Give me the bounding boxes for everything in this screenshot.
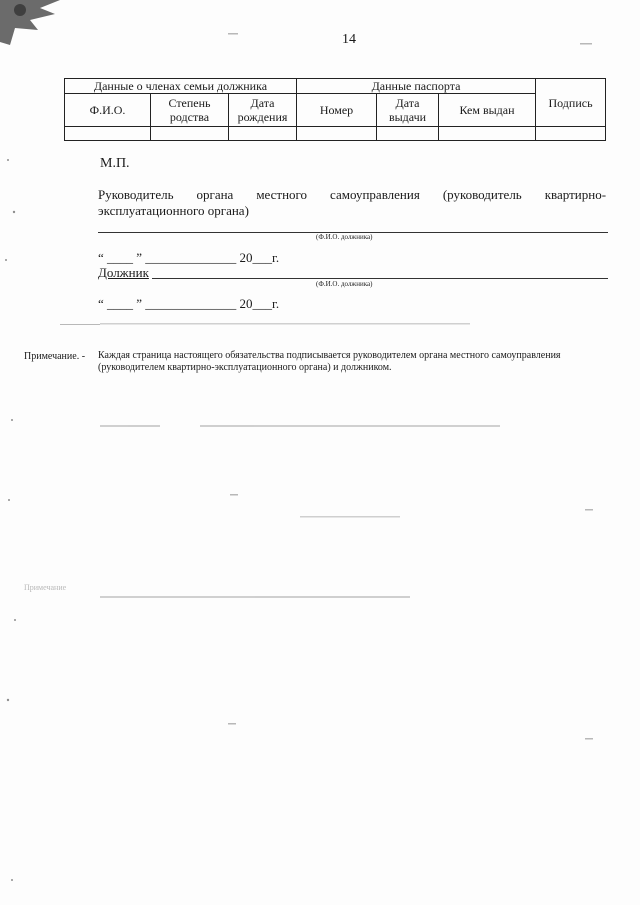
column-header-birth-date: Дата рождения — [229, 94, 297, 127]
table-cell — [536, 127, 606, 141]
page-number: 14 — [342, 32, 356, 47]
group-header-family: Данные о членах семьи должника — [65, 79, 297, 94]
debtor-date-line: “ ____ ” ______________ 20___г. — [98, 296, 280, 311]
note-label: Примечание. - — [24, 351, 86, 362]
column-header-issue-date: Дата выдачи — [377, 94, 439, 127]
debtor-signature-line — [152, 278, 608, 279]
column-header-relation: Степень родства — [151, 94, 229, 127]
column-header-issued-by: Кем выдан — [439, 94, 536, 127]
column-header-number: Номер — [297, 94, 377, 127]
head-date-line: “ ____ ” ______________ 20___г. — [98, 250, 280, 265]
title-word: квартирно- — [544, 187, 607, 202]
title-word: (руководитель — [442, 187, 522, 202]
debtor-label: Должник — [98, 265, 149, 280]
debtor-fio-caption: (Ф.И.О. должника) — [316, 280, 373, 288]
title-word: местного — [256, 187, 308, 202]
table-row — [65, 127, 606, 141]
group-header-passport: Данные паспорта — [297, 79, 536, 94]
note-text: Каждая страница настоящего обязательства подписывается руководителем органа местного самоуправления (руководителем квартирно-эксплуатационного органа) и должником. — [98, 350, 561, 373]
stamp-label: М.П. — [100, 156, 130, 171]
faint-note-label: Примечание — [24, 583, 67, 592]
title-word: Руководитель — [98, 187, 174, 202]
title-word: самоуправления — [330, 187, 420, 202]
family-members-table — [64, 78, 606, 141]
table-cell — [377, 127, 439, 141]
table-cell — [151, 127, 229, 141]
table-cell — [297, 127, 377, 141]
table-cell — [65, 127, 151, 141]
table-cell — [439, 127, 536, 141]
scan-noise-corner — [0, 0, 70, 50]
column-header-fio: Ф.И.О. — [65, 94, 151, 127]
title-word: органа — [196, 187, 234, 202]
head-signatory-title — [98, 187, 606, 203]
signature-header: Подпись — [536, 79, 606, 127]
head-signatory-continuation: эксплуатационного органа) — [98, 203, 249, 218]
table-cell — [229, 127, 297, 141]
head-fio-caption: (Ф.И.О. должника) — [316, 233, 373, 241]
